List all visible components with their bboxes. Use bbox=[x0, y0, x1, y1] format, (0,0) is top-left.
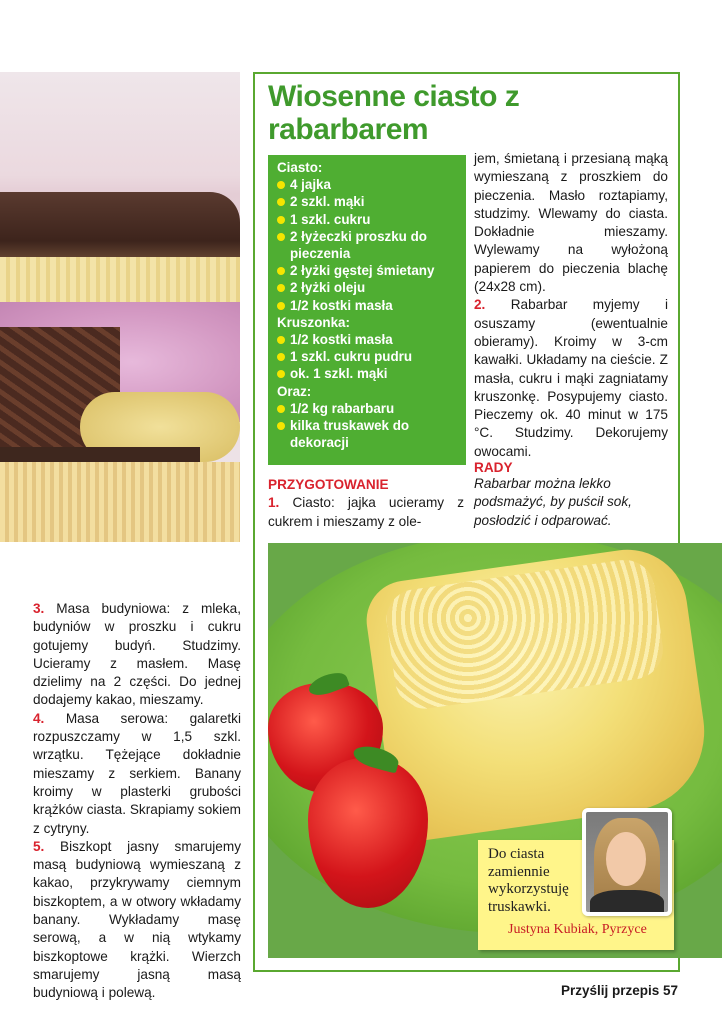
ingredient-item: 1/2 kostki masła bbox=[277, 331, 460, 348]
step-text: Biszkopt jasny smarujemy masą budyniową wymieszaną z kakao, przykrywamy ciemnym biszkoptem, a w otwory wkładamy banany. Wykładamy masę serową, a w nią wtykamy biszkoptowe krążki. Wierzch smarujemy jasną masą budyniową i polewą. bbox=[33, 838, 241, 1001]
step-text: Rabarbar myjemy i osuszamy (ewentualnie obieramy). Kroimy w 3-cm kawałki. Układamy na cieście. Z masła, cukru i mąki zagniatamy kruszonkę. Posypujemy ciasto. Pieczemy ok. 40 minut w 175 °C. Studzimy. Dekorujemy owocami. bbox=[474, 297, 668, 459]
step-text: Masa budyniowa: z mleka, budyniów w proszku i cukru gotujemy budyń. Studzimy. Ucieramy z masłem. Masę dzielimy na 2 części. Do jednej dodajemy kakao, mieszamy. bbox=[33, 601, 241, 708]
recipe-title: Wiosenne ciasto z rabarbarem bbox=[268, 80, 520, 146]
page-footer: Przyślij przepis 57 bbox=[560, 983, 678, 998]
layered-cake-photo bbox=[0, 72, 240, 542]
ingredients-header-oraz: Oraz: bbox=[277, 383, 312, 399]
ingredient-item: 1/2 kg rabarbaru bbox=[277, 400, 460, 417]
ingredients-header-ciasto: Ciasto: bbox=[277, 160, 323, 175]
tips-header: RADY bbox=[474, 460, 513, 475]
ingredient-item: 2 łyżki oleju bbox=[277, 279, 460, 296]
ingredients-header-kruszonka: Kruszonka: bbox=[277, 314, 350, 330]
quote-text: Do ciasta zamiennie wykorzystuję truskawki. bbox=[488, 846, 569, 915]
step-number: 2. bbox=[474, 297, 486, 313]
preparation-continued bbox=[474, 150, 668, 461]
ingredients-box bbox=[268, 155, 466, 465]
ingredient-item: 1/2 kostki masła bbox=[277, 297, 460, 314]
step-number: 1. bbox=[268, 495, 280, 511]
ingredient-item: 2 łyżeczki proszku do pieczenia bbox=[277, 228, 460, 262]
ingredient-item: ok. 1 szkl. mąki bbox=[277, 365, 460, 382]
step-number: 3. bbox=[33, 601, 45, 616]
tips-section bbox=[474, 460, 668, 530]
step-text: Ciasto: jajka ucieramy z cukrem i mieszamy z ole- bbox=[268, 495, 464, 529]
ingredient-item: 2 łyżki gęstej śmietany bbox=[277, 262, 460, 279]
ingredient-item: 1 szkl. cukru bbox=[277, 211, 460, 228]
tips-text: Rabarbar można lekko podsmażyć, by puścił sok, posłodzić i odparować. bbox=[474, 476, 632, 528]
preparation-section bbox=[268, 476, 464, 531]
step-text: jem, śmietaną i przesianą mąką wymieszaną z proszkiem do pieczenia. Masło roztapiamy, studzimy. Wlewamy do ciasta. Dokładnie mieszamy. Wylewamy na wyłożoną papierem do pieczenia blachę (24x28 cm). bbox=[474, 151, 668, 295]
step-number: 5. bbox=[33, 838, 45, 854]
ingredient-item: 1 szkl. cukru pudru bbox=[277, 348, 460, 365]
step-number: 4. bbox=[33, 710, 45, 726]
ingredient-item: 4 jajka bbox=[277, 176, 460, 193]
preparation-header: PRZYGOTOWANIE bbox=[268, 477, 389, 492]
ingredient-item: kilka truskawek do dekoracji bbox=[277, 417, 460, 451]
cake-steps-continued bbox=[33, 600, 241, 1003]
ingredient-item: 2 szkl. mąki bbox=[277, 193, 460, 210]
quote-author: Justyna Kubiak, Pyrzyce bbox=[508, 922, 647, 937]
author-portrait bbox=[582, 808, 672, 916]
step-text: Masa serowa: galaretki rozpuszczamy w 1,5 szkl. wrzątku. Tężejące dokładnie mieszamy z serkiem. Banany kroimy w plasterki grubości krążków ciasta. Skrapiamy sokiem z cytryny. bbox=[33, 710, 241, 836]
